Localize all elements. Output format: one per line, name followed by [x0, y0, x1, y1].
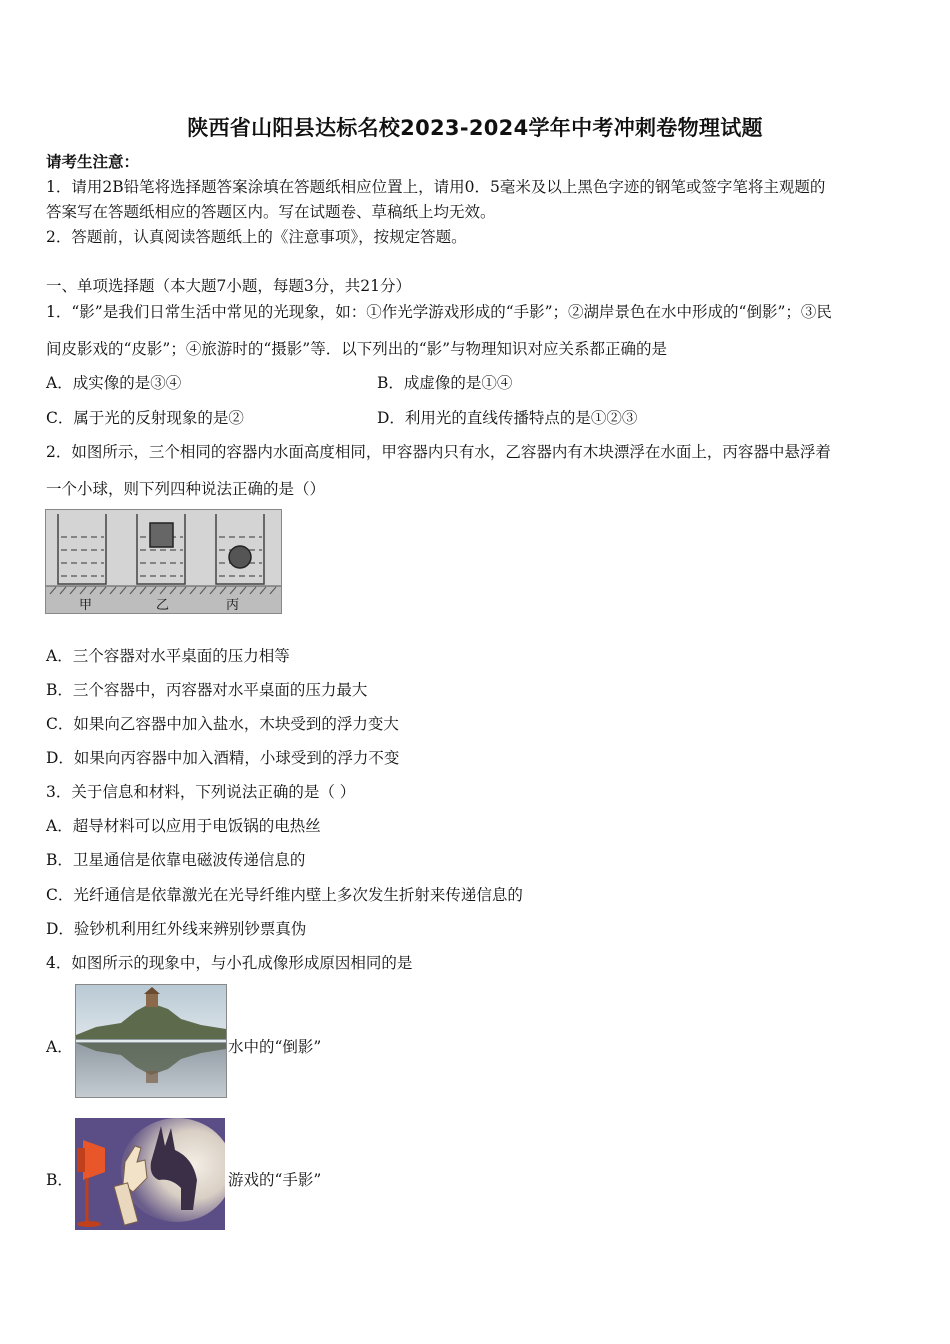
- label-bing: 丙: [226, 598, 240, 613]
- q2-option-a: A．三个容器对水平桌面的压力相等: [46, 647, 290, 665]
- notice-item2: 2．答题前，认真阅读答题纸上的《注意事项》，按规定答题。: [46, 228, 467, 246]
- q4-option-a-text: 水中的“倒影”: [228, 1038, 322, 1056]
- hand-shadow-image: [75, 1118, 225, 1230]
- notice-item1-line2: 答案写在答题纸相应的答题区内。写在试题卷、草稿纸上均无效。: [46, 203, 496, 221]
- page-title: 陕西省山阳县达标名校2023-2024学年中考冲刺卷物理试题: [187, 116, 763, 140]
- q2-stem-line2: 一个小球，则下列四种说法正确的是（）: [46, 480, 326, 498]
- q2-stem-line1: 2．如图所示，三个相同的容器内水面高度相同，甲容器内只有水，乙容器内有木块漂浮在水面上，丙容器中悬浮着: [46, 443, 831, 461]
- q2-option-c: C．如果向乙容器中加入盐水，木块受到的浮力变大: [46, 715, 399, 733]
- q1-option-b: B．成虚像的是①④: [377, 374, 513, 392]
- ball: [229, 546, 251, 568]
- q3-option-a: A．超导材料可以应用于电饭锅的电热丝: [46, 817, 321, 835]
- reflection-photo: [75, 984, 227, 1098]
- hand-shadow-photo: [75, 1118, 225, 1230]
- q3-option-c: C．光纤通信是依靠激光在光导纤维内壁上多次发生折射来传递信息的: [46, 886, 523, 904]
- q4-option-b-text: 游戏的“手影”: [228, 1171, 322, 1189]
- wood-block: [150, 523, 173, 547]
- q4-option-a-label: A．: [46, 1038, 73, 1056]
- q1-option-c: C．属于光的反射现象的是②: [46, 409, 244, 427]
- q2-option-b: B．三个容器中，丙容器对水平桌面的压力最大: [46, 681, 368, 699]
- q3-option-d: D．验钞机利用红外线来辨别钞票真伪: [46, 920, 307, 938]
- notice-heading: 请考生注意：: [46, 152, 140, 171]
- notice-item1-line1: 1．请用2B铅笔将选择题答案涂填在答题纸相应位置上，请用0．5毫米及以上黑色字迹的钢笔或签字笔将主观题的: [46, 178, 826, 196]
- label-jia: 甲: [79, 598, 93, 613]
- reflection-image: [76, 985, 226, 1097]
- q2-option-d: D．如果向丙容器中加入酒精，小球受到的浮力不变: [46, 749, 400, 767]
- q1-option-a: A．成实像的是③④: [46, 374, 182, 392]
- q4-stem: 4．如图所示的现象中，与小孔成像形成原因相同的是: [46, 954, 413, 972]
- q4-option-b-label: B．: [46, 1171, 73, 1189]
- q1-option-d: D．利用光的直线传播特点的是①②③: [377, 409, 638, 427]
- q1-stem-line1: 1．“影”是我们日常生活中常见的光现象，如：①作光学游戏形成的“手影”；②湖岸景色在水中形成的“倒影”；③民: [46, 303, 832, 321]
- q3-stem: 3．关于信息和材料，下列说法正确的是（ ）: [46, 783, 356, 801]
- containers-figure: [45, 509, 282, 614]
- section1-heading: 一、单项选择题（本大题7小题，每题3分，共21分）: [46, 277, 411, 295]
- q1-stem-line2: 间皮影戏的“皮影”；④旅游时的“摄影”等．以下列出的“影”与物理知识对应关系都正确的是: [46, 340, 668, 358]
- label-yi: 乙: [156, 598, 170, 613]
- q3-option-b: B．卫星通信是依靠电磁波传递信息的: [46, 851, 306, 869]
